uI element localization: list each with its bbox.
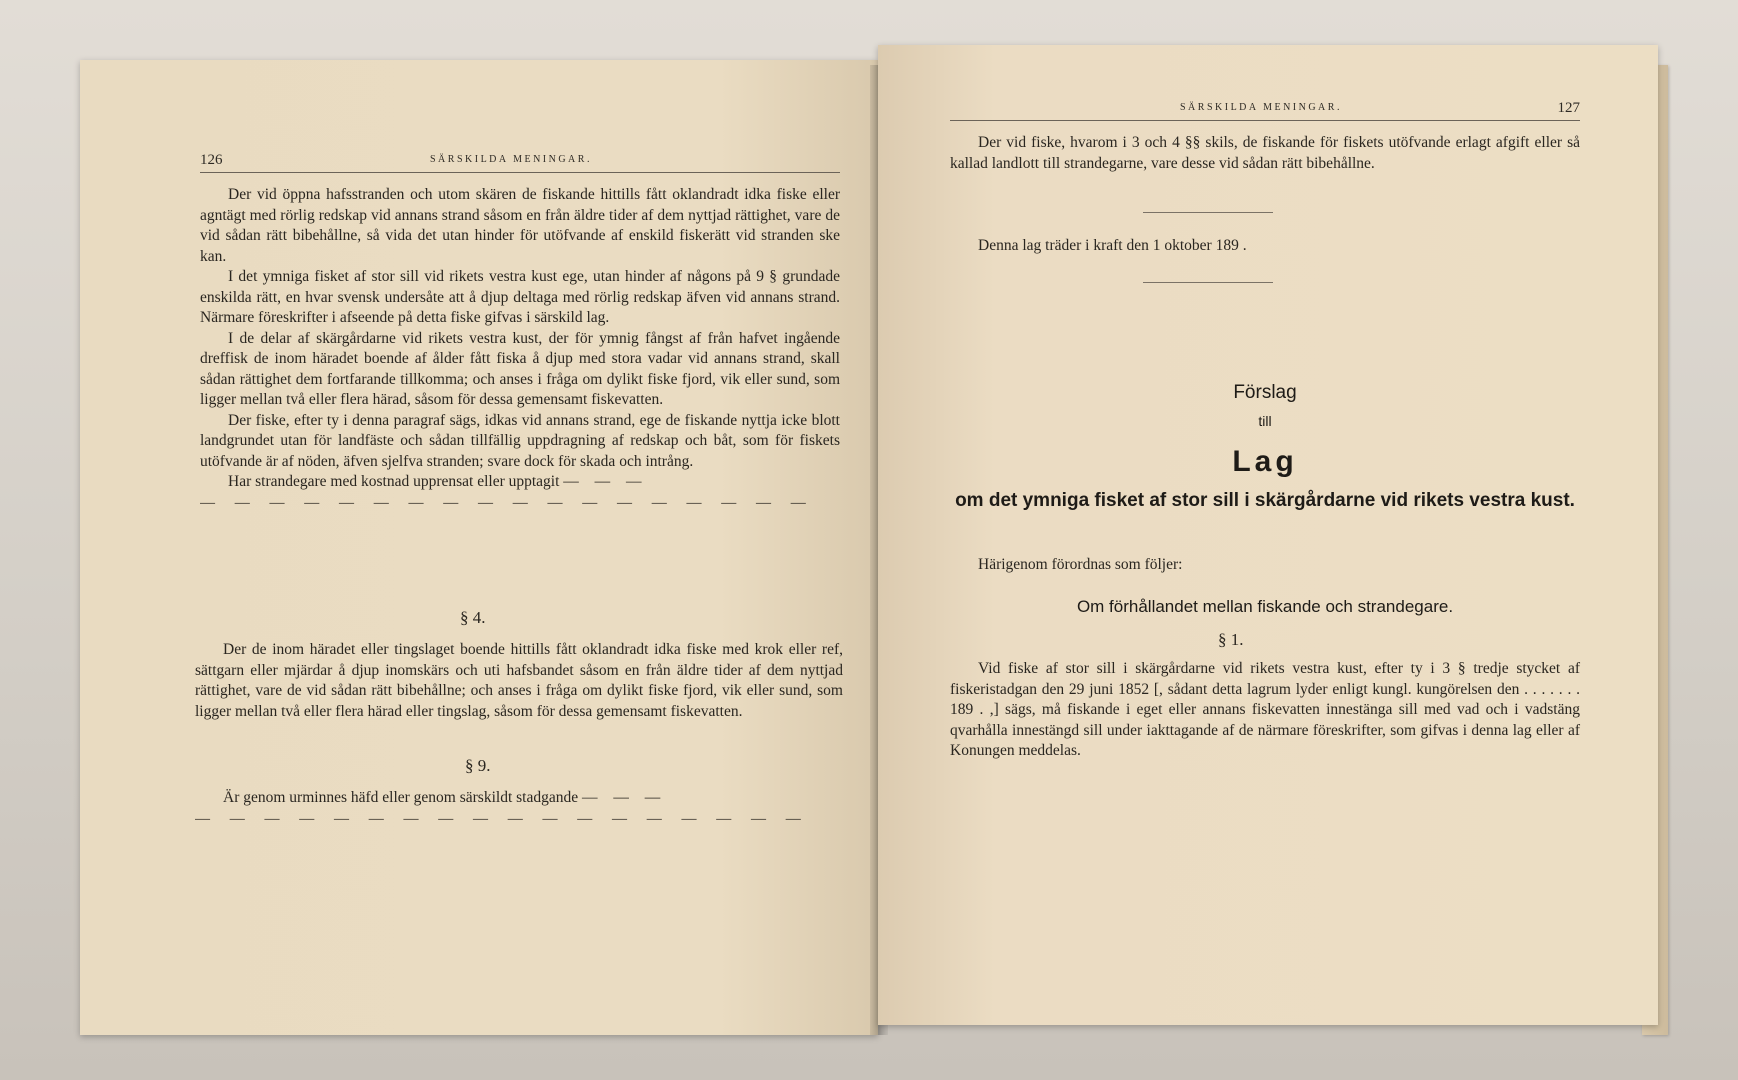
- running-head: SÄRSKILDA MENINGAR.: [1180, 102, 1342, 113]
- paragraph: Der fiske, efter ty i denna paragraf sägs, idkas vid annans strand, ege de fiskande nyttja icke blott landgrundet utan för landfäste och sådan tillfällig uppdragning af redskap och båt, som för fiskets utöfvande är af nöden, äfven sjelfva stranden; svare dock för skada och intrång.: [200, 411, 840, 470]
- in-force-line: [950, 236, 1580, 257]
- section-heading: § 4.: [460, 608, 486, 627]
- paragraph-text: Är genom urminnes häfd eller genom särskildt stadgande: [223, 789, 579, 806]
- enactment-line: [950, 555, 1580, 576]
- header-rule: [200, 172, 840, 173]
- dash-line: — — — — — — — — — — — — — — — — — —: [200, 494, 814, 511]
- title-till: till: [1258, 413, 1272, 429]
- paragraph: I det ymniga fisket af stor sill vid rikets vestra kust ege, utan hinder af någons på 9 § grundade enskilda rätt, en hvar svensk undersåte att å djup deltaga med rörlig redskap äfven vid annans strand. Närmare föreskrifter i afseende på detta fiske gifvas i särskild lag.: [200, 268, 840, 326]
- paragraph: Der vid fiske, hvarom i 3 och 4 §§ skils, de fiskande för fiskets utöfvande erlagt afgift eller så kallad landlott till strandegarne, vare desse vid sådan rätt bibehållne.: [950, 134, 1580, 172]
- header-rule: [950, 120, 1580, 121]
- section-9-body: [195, 788, 843, 829]
- open-book: [70, 35, 1670, 1035]
- paragraph-text: Har strandegare med kostnad upprensat eller upptagit: [228, 473, 560, 490]
- paragraph: Vid fiske af stor sill i skärgårdarne vid rikets vestra kust, efter ty i 3 § tredje stycket af fiskeristadgan den 29 juni 1852 [, sådant detta lagrum lyder enligt kungl. kungörelsen den . . . . . . . 189 . ,] sägs, må fiskande i eget eller annans fiskevatten innestänga sill med vad och i vadstäng qvarhålla innestängd sill under iakttagande af de närmare föreskrifter, som gifvas i denna lag eller af Konungen meddelas.: [950, 660, 1580, 759]
- page-number: 126: [200, 152, 223, 168]
- left-body: [200, 185, 840, 513]
- paragraph-truncated: [195, 788, 843, 809]
- paragraph: Der de inom häradet eller tingslaget boende hittills fått oklandradt idka fiske med krok eller ref, sättgarn eller mjärdar å djup inomskärs och uti hafsbandet såsom en från äldre tider af dem nyttjad rättighet, vare de vid sådan rätt bibehållne; och anses i fråga om dylikt fiske fjord, vik eller sund, som ligger mellan två eller flera härad eller tingslag, såsom för dessa gemensamt fiskevatten.: [195, 641, 843, 720]
- paragraph: Denna lag träder i kraft den 1 oktober 189 .: [978, 237, 1247, 254]
- right-top-body: [950, 133, 1580, 174]
- paragraph-truncated: [200, 472, 840, 493]
- left-header: [200, 152, 840, 174]
- section-heading: § 9.: [465, 756, 491, 775]
- paragraph: Der vid öppna hafsstranden och utom skären de fiskande hittills fått oklandradt idka fiske eller agntägt med rörlig redskap vid annans strand såsom en från äldre tider af dem nyttjad rättighet, vare de vid sådan rätt bibehållne, så vida det utan hinder för utöfvande af enskild fiskerätt vid stranden ske kan.: [200, 186, 840, 265]
- page-number: 127: [1557, 100, 1580, 116]
- chapter-heading: Om förhållandet mellan fiskande och strandegare.: [1076, 597, 1454, 616]
- left-page: [80, 60, 878, 1035]
- dash-fill: — — —: [563, 473, 648, 490]
- section-4-body: [195, 640, 843, 722]
- section-heading: § 1.: [1218, 630, 1244, 649]
- title-lag: Lag: [1232, 445, 1298, 478]
- dash-line: — — — — — — — — — — — — — — — — — —: [195, 810, 809, 827]
- paragraph: Härigenom förordnas som följer:: [978, 556, 1183, 573]
- title-subject: om det ymniga fisket af stor sill i skärgårdarne vid rikets vestra kust.: [955, 490, 1575, 511]
- separator-rule: [1143, 282, 1273, 283]
- title-forslag: Förslag: [1233, 382, 1297, 403]
- right-header: [950, 100, 1580, 122]
- separator-rule: [1143, 212, 1273, 213]
- right-page: [878, 45, 1658, 1025]
- running-head: SÄRSKILDA MENINGAR.: [430, 154, 592, 165]
- dash-fill: — — —: [582, 789, 667, 806]
- paragraph: I de delar af skärgårdarne vid rikets vestra kust, der för ymnig fångst af från hafvet ingående dreffisk de inom häradet boende af ålder fått fiska å djup med stora vadar vid annans strand, skall sådan rättighet dem fortfarande tillkomma; och anses i fråga om dylikt fiske fjord, vik eller sund, som ligger mellan två eller flera härad, såsom för dessa gemensamt fiskevatten.: [200, 329, 840, 408]
- section-1-body: [950, 659, 1580, 762]
